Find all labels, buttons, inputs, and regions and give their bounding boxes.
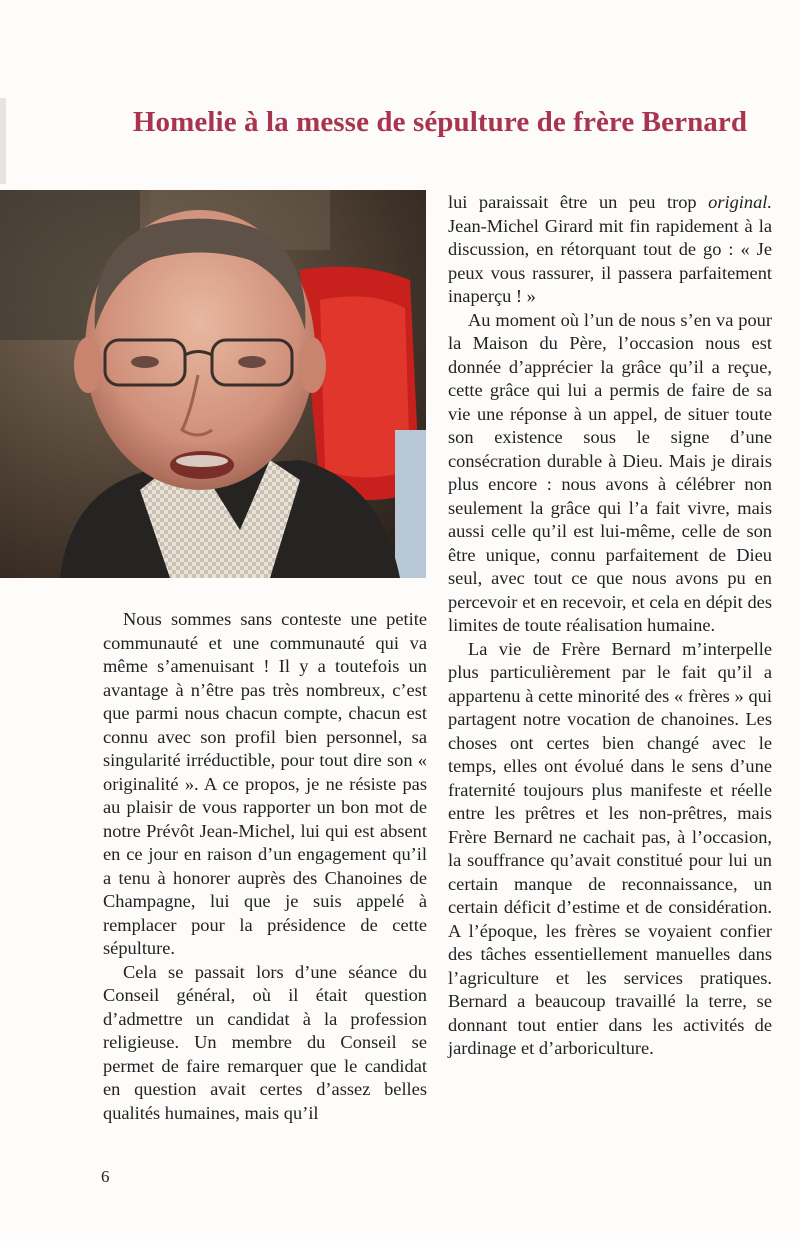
italic-word: original. bbox=[708, 192, 772, 212]
text-run: Jean-Michel Girard mit fin rapidement à la discussion, en rétorquant tout de go : « Je peux vous rassurer, il passera parfaitement inaperçu ! » bbox=[448, 215, 772, 306]
text-column-left bbox=[103, 608, 427, 1125]
paragraph bbox=[448, 191, 772, 309]
portrait-photo bbox=[0, 190, 426, 578]
paragraph: Au moment où l’un de nous s’en va pour la Maison du Père, l’occasion nous est donnée d’apprécier la grâce qu’il a reçue, cette grâce qui lui a permis de faire de sa vie une réponse à un appel, de situer toute son existence sous le signe d’une consécration durable à Dieu. Mais je dirais plus encore : nous avons à célébrer non seulement la grâce qui l’a fait vivre, mais aussi celle qu’il est lui-même, celle de son être unique, connu parfaitement de Dieu seul, avec tout ce que nous avons pu en percevoir et en recevoir, et cela en dépit des limites de toute réalisation humaine. bbox=[448, 309, 772, 635]
margin-rule bbox=[0, 98, 6, 184]
text-column-right bbox=[448, 191, 772, 1061]
text-run: lui paraissait être un peu trop bbox=[448, 192, 709, 212]
page-number: 6 bbox=[101, 1167, 110, 1186]
paragraph: La vie de Frère Bernard m’interpelle plus particulièrement par le fait qu’il a appartenu à cette minorité des « frères » qui partagent notre vocation de chanoines. Les choses ont certes bien changé avec le temps, elles ont évolué dans le sens d’une fraternité toujours plus manifeste et réelle entre les prêtres et les non-prêtres, mais Frère Bernard ne cachait pas, à l’occasion, la souffrance qu’avait constitué pour lui un certain manque de reconnaissance, un certain déficit d’estime et de considération. A l’époque, les frères se voyaient confier des tâches essentiellement manuelles dans l’agriculture et les services pratiques. Bernard a beaucoup travaillé la terre, se donnant tout entier dans les activités de jardinage et d’arboriculture. bbox=[448, 638, 772, 1058]
paragraph: Cela se passait lors d’une séance du Conseil général, où il était question d’admettre un candidat à la profession religieuse. Un membre du Conseil se permet de faire remarquer que le candidat en question avait certes d’assez belles qualités humaines, mais qu’il bbox=[103, 961, 427, 1123]
paragraph: Nous sommes sans conteste une petite communauté et une communauté qui va même s’amenuisant ! Il y a toutefois un avantage à n’être pas très nombreux, c’est que parmi nous chacun compte, chacun est connu avec son profil bien personnel, sa singularité irréductible, pour tout dire son « originalité ». A ce propos, je ne résiste pas au plaisir de vous rapporter un bon mot de notre Prévôt Jean-Michel, lui qui est absent en ce jour en raison d’un engagement qu’il a tenu à honorer auprès des Chanoines de Champagne, lui que je suis appelé à remplacer pour la présidence de cette sépulture. bbox=[103, 609, 427, 958]
portrait-illustration bbox=[0, 190, 426, 578]
page-title: Homelie à la messe de sépulture de frère Bernard bbox=[132, 106, 748, 138]
